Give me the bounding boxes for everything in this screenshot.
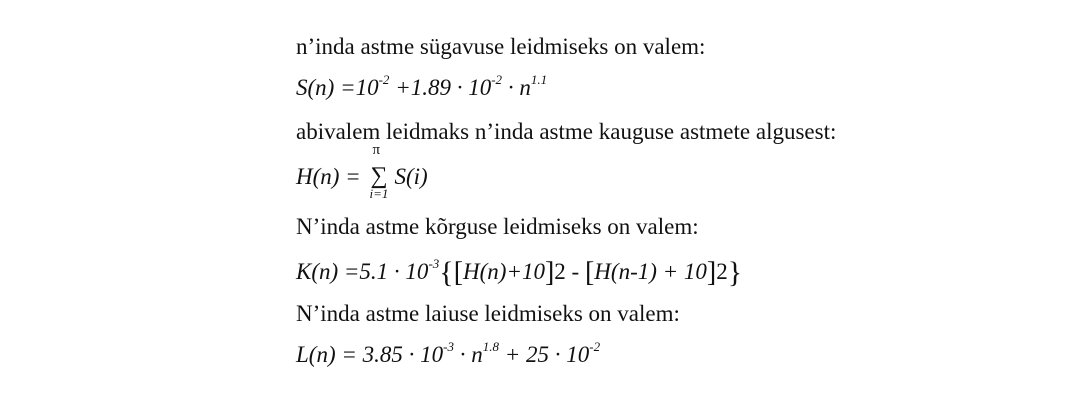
summation-upper-limit: π xyxy=(372,142,381,158)
paragraph-width-intro: N’inda astme laiuse leidmiseks on valem: xyxy=(296,301,680,326)
formula-height xyxy=(296,256,743,289)
formula-depth-lhs: S(n) =10 xyxy=(296,75,379,100)
formula-helper-rhs: S(i) xyxy=(394,164,428,189)
formula-depth-tail: · n xyxy=(502,75,531,100)
formula-depth-exp-3: 1.1 xyxy=(530,72,548,87)
formula-depth xyxy=(296,74,547,102)
formula-width xyxy=(296,341,600,369)
close-brace: } xyxy=(727,256,743,289)
paragraph-height-intro: N’inda astme kõrguse leidmiseks on valem: xyxy=(296,214,699,239)
close-bracket-1: ] xyxy=(544,257,555,288)
formula-width-exp-3: -2 xyxy=(589,339,601,354)
formula-helper-lhs: H(n) = xyxy=(296,164,367,189)
formula-width-mid-2: + 25 · 10 xyxy=(498,342,590,367)
formula-depth-exp-1: -2 xyxy=(378,72,390,87)
formula-height-term-2: H(n-1) + 10 xyxy=(594,259,707,284)
formula-height-power-2: 2 xyxy=(716,259,728,284)
formula-width-lhs: L(n) = 3.85 · 10 xyxy=(296,342,444,367)
paragraph-helper-intro: abivalem leidmaks n’inda astme kauguse astmete algusest: xyxy=(296,119,837,144)
formula-helper xyxy=(296,142,428,201)
paragraph-depth-intro: n’inda astme sügavuse leidmiseks on valem: xyxy=(296,34,706,59)
formula-depth-exp-2: -2 xyxy=(491,72,503,87)
summation-lower-limit: i=1 xyxy=(369,186,389,201)
formula-height-term-1: H(n)+10 xyxy=(463,259,545,284)
open-bracket-1: [ xyxy=(453,257,464,288)
formula-height-power-1: 2 - xyxy=(554,259,585,284)
formula-height-exp: -3 xyxy=(428,256,440,271)
open-brace: { xyxy=(439,256,454,289)
formula-width-mid: · n xyxy=(453,342,483,367)
formula-height-lhs: K(n) =5.1 · 10 xyxy=(296,259,429,284)
summation-symbol: ∑ xyxy=(370,163,388,189)
summation xyxy=(369,142,389,201)
formula-depth-mid: +1.89 · 10 xyxy=(389,75,492,100)
close-bracket-2: ] xyxy=(706,257,717,288)
open-bracket-2: [ xyxy=(584,257,595,288)
formula-width-exp-1: -3 xyxy=(443,339,454,354)
formula-width-exp-2: 1.8 xyxy=(482,339,499,354)
